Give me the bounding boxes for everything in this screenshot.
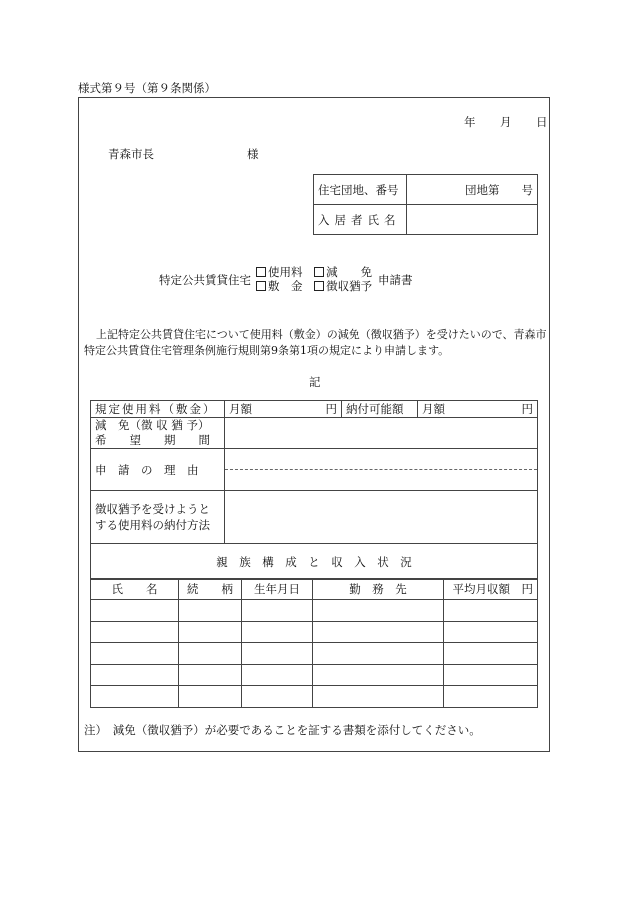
title-options <box>256 265 372 293</box>
title-option-row-2 <box>256 279 372 293</box>
header-relation: 続 柄 <box>179 579 242 600</box>
ki-label: 記 <box>309 375 321 389</box>
addressee-honorific: 様 <box>247 147 259 161</box>
form-label: 様式第９号（第９条関係） <box>78 81 216 95</box>
header-birthdate: 生年月日 <box>242 579 313 600</box>
rent-label: 規定使用料（敷金） <box>91 401 225 418</box>
checkbox-postponement[interactable] <box>314 281 324 291</box>
family-cell-workplace[interactable] <box>313 643 444 665</box>
period-label-line-1: 減 免（徴 収 猶 予） <box>95 418 210 432</box>
address-number: 号 <box>521 182 533 197</box>
family-cell-relation[interactable] <box>179 621 242 643</box>
method-label-line-1: 徴収猶予を受けようと <box>95 502 210 516</box>
period-value[interactable] <box>225 418 538 449</box>
family-cell-name[interactable] <box>91 600 179 622</box>
application-table <box>90 400 538 580</box>
date-year: 年 <box>464 115 476 129</box>
rent-yen-label: 円 <box>325 402 337 416</box>
footnote: 注） 減免（徴収猶予）が必要であることを証する書類を添付してください。 <box>84 723 481 737</box>
family-cell-workplace[interactable] <box>313 686 444 708</box>
family-cell-name[interactable] <box>91 664 179 686</box>
rent-monthly-label: 月額 <box>229 402 252 416</box>
period-label <box>91 418 225 449</box>
reason-value[interactable] <box>225 449 538 491</box>
family-cell-workplace[interactable] <box>313 664 444 686</box>
family-cell-birthdate[interactable] <box>242 664 313 686</box>
table-row <box>91 621 538 643</box>
family-cell-birthdate[interactable] <box>242 600 313 622</box>
date-month: 月 <box>500 115 512 129</box>
option-postponement-label: 徴収猶予 <box>326 279 373 293</box>
family-cell-income[interactable] <box>444 600 538 622</box>
family-cell-workplace[interactable] <box>313 600 444 622</box>
method-value[interactable] <box>225 491 538 544</box>
option-reduction-label: 減 免 <box>326 265 373 279</box>
payable-monthly-label: 月額 <box>422 402 445 416</box>
rent-value[interactable] <box>225 401 342 418</box>
option-deposit-label: 敷 金 <box>268 279 303 293</box>
header-name: 氏 名 <box>91 579 179 600</box>
payable-label: 納付可能額 <box>342 401 418 418</box>
family-cell-birthdate[interactable] <box>242 621 313 643</box>
family-cell-workplace[interactable] <box>313 621 444 643</box>
family-cell-income[interactable] <box>444 643 538 665</box>
body-text-line-2: 特定公共賃貸住宅管理条例施行規則第9条第1項の規定により申請します。 <box>84 344 450 357</box>
payable-value[interactable] <box>418 401 538 418</box>
period-label-line-2: 希 望 期 間 <box>95 433 210 447</box>
family-cell-income[interactable] <box>444 686 538 708</box>
name-label: 入居者氏名 <box>314 205 407 235</box>
family-cell-name[interactable] <box>91 686 179 708</box>
method-label <box>91 491 225 544</box>
table-row <box>91 643 538 665</box>
family-cell-relation[interactable] <box>179 643 242 665</box>
family-cell-birthdate[interactable] <box>242 643 313 665</box>
checkbox-reduction[interactable] <box>314 267 324 277</box>
address-label: 住宅団地、番号 <box>314 175 407 205</box>
table-row <box>91 686 538 708</box>
header-income: 平均月収額 円 <box>444 579 538 600</box>
table-row <box>91 600 538 622</box>
family-cell-income[interactable] <box>444 621 538 643</box>
header-workplace: 勤 務 先 <box>313 579 444 600</box>
applicant-table <box>313 174 538 235</box>
title-suffix: 申請書 <box>378 273 413 287</box>
family-section-title: 親 族 構 成 と 収 入 状 況 <box>91 544 538 580</box>
title-option-row-1 <box>256 265 372 279</box>
address-value[interactable] <box>407 175 538 205</box>
family-header-row <box>91 579 538 600</box>
checkbox-rent[interactable] <box>256 267 266 277</box>
family-cell-relation[interactable] <box>179 664 242 686</box>
address-danchi: 団地第 <box>465 182 500 197</box>
family-table <box>90 578 538 708</box>
table-row <box>91 664 538 686</box>
reason-label: 申 請 の 理 由 <box>91 449 225 491</box>
payable-yen-label: 円 <box>521 402 533 416</box>
reason-dashed-line <box>225 469 537 470</box>
name-value[interactable] <box>407 205 538 235</box>
addressee-name: 青森市長 <box>108 147 154 161</box>
method-label-line-2: する使用料の納付方法 <box>95 518 210 532</box>
date-day: 日 <box>536 115 548 129</box>
family-cell-relation[interactable] <box>179 600 242 622</box>
family-cell-birthdate[interactable] <box>242 686 313 708</box>
option-rent-label: 使用料 <box>268 265 303 279</box>
title-prefix: 特定公共賃貸住宅 <box>159 273 251 287</box>
checkbox-deposit[interactable] <box>256 281 266 291</box>
family-cell-name[interactable] <box>91 643 179 665</box>
family-cell-relation[interactable] <box>179 686 242 708</box>
family-cell-income[interactable] <box>444 664 538 686</box>
family-cell-name[interactable] <box>91 621 179 643</box>
body-text-line-1: 上記特定公共賃貸住宅について使用料（敷金）の減免（徴収猶予）を受けたいので、青森市 <box>96 328 547 341</box>
